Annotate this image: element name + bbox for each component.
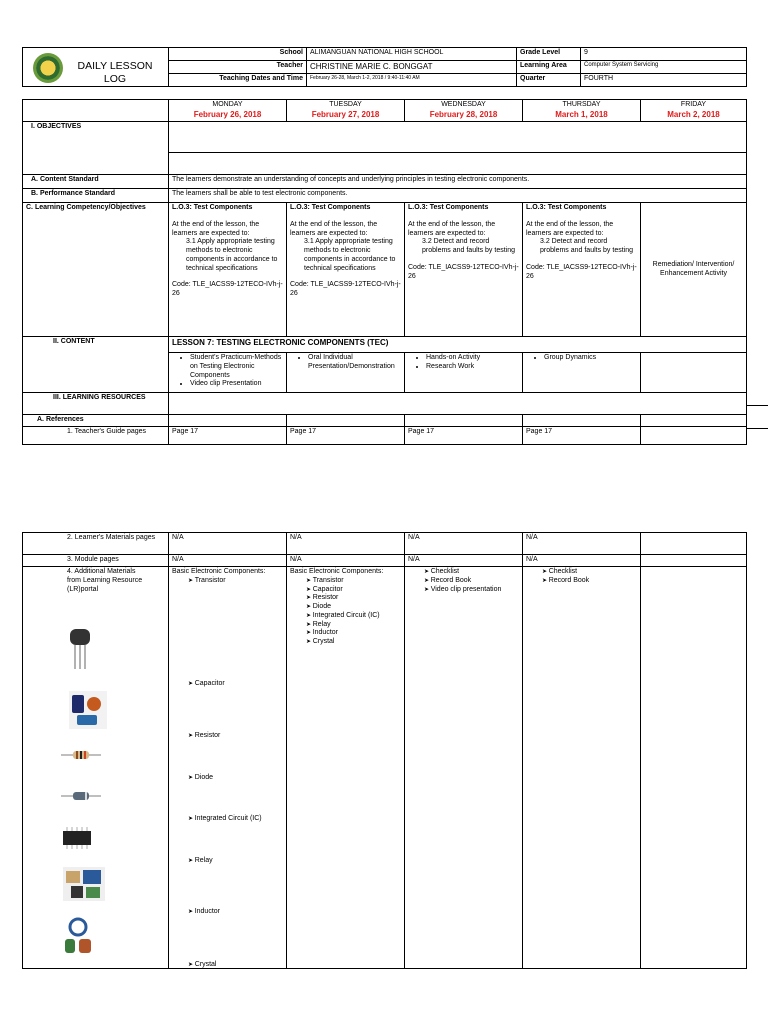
page-ref: Page 17 <box>523 427 641 445</box>
header-table <box>22 47 747 87</box>
title-cell <box>23 48 169 87</box>
lm-label: 2. Learner's Materials pages <box>23 533 169 555</box>
competency-code: Code: TLE_IACSS9-12TECO-IVh-j-26 <box>172 281 283 297</box>
component-item: ➤ Integrated Circuit (IC) <box>306 612 401 621</box>
area-label: Learning Area <box>517 61 581 74</box>
references-label: A. References <box>23 415 169 427</box>
days-row <box>23 100 747 122</box>
lo-title: L.O.3: Test Components <box>290 204 371 211</box>
component-item: ➤ Relay <box>306 621 401 630</box>
day-date: March 2, 2018 <box>667 109 720 119</box>
component-item: ➤ Inductor <box>306 629 401 638</box>
page-ref: Page 17 <box>405 427 523 445</box>
component-item: ➤ Integrated Circuit (IC) <box>188 815 262 824</box>
day-name: FRIDAY <box>680 101 707 108</box>
dates-label: Teaching Dates and Time <box>169 74 307 87</box>
na-cell: N/A <box>523 533 641 555</box>
performance-standard: The learners shall be able to test electronic components. <box>169 189 747 203</box>
na-cell: N/A <box>287 533 405 555</box>
material-item: ➤ Video clip presentation <box>424 586 519 595</box>
day-date: February 26, 2018 <box>193 109 262 119</box>
dates-value: February 26-28, March 1-2, 2018 / 9:40-11:40 AM <box>307 74 517 87</box>
day-name: MONDAY <box>212 101 243 108</box>
tg-label: 1. Teacher's Guide pages <box>23 427 169 445</box>
component-item: ➤ Relay <box>188 857 213 866</box>
competency-code: Code: TLE_IACSS9-12TECO-IVh-j-26 <box>526 263 637 280</box>
day-name: WEDNESDAY <box>441 101 486 108</box>
wednesday-materials <box>405 567 523 969</box>
school-label: School <box>169 48 307 61</box>
basic-components-heading: Basic Electronic Components: <box>172 568 266 575</box>
competency-code: Code: TLE_IACSS9-12TECO-IVh-j-26 <box>408 263 519 280</box>
teacher-label: Teacher <box>169 61 307 74</box>
lo-title: L.O.3: Test Components <box>526 204 607 211</box>
friday-remediation: Remediation/ Intervention/ Enhancement Activity <box>641 203 747 337</box>
content-standard-label: A. Content Standard <box>23 175 169 189</box>
na-cell: N/A <box>405 555 523 567</box>
component-item: ➤ Crystal <box>306 638 401 647</box>
school-value: ALIMANGUAN NATIONAL HIGH SCHOOL <box>307 48 517 61</box>
page-ref: Page 17 <box>169 427 287 445</box>
resources-label: III. LEARNING RESOURCES <box>23 393 169 415</box>
objective-text: 3.2 Detect and record problems and faults by testing <box>422 238 515 254</box>
transistor-image <box>67 629 93 669</box>
component-item: ➤ Inductor <box>188 908 220 917</box>
day-name: TUESDAY <box>329 101 362 108</box>
title-line2: LOG <box>103 73 127 85</box>
material-item: ➤ Record Book <box>542 577 637 586</box>
lo-intro: At the end of the lesson, the learners are expected to: <box>526 220 614 237</box>
objective-text: 3.1 Apply appropriate testing methods to electronic components in accordance to technical specifications <box>186 238 278 272</box>
lo-intro: At the end of the lesson, the learners are expected to: <box>172 220 260 237</box>
component-item: ➤ Capacitor <box>188 680 225 689</box>
materials-table <box>22 532 747 969</box>
material-item: ➤ Checklist <box>542 568 637 577</box>
component-item: ➤ Transistor <box>306 577 401 586</box>
na-cell: N/A <box>169 533 287 555</box>
component-item: ➤ Resistor <box>306 594 401 603</box>
ic-image <box>61 825 93 853</box>
na-cell: N/A <box>287 555 405 567</box>
lo-title: L.O.3: Test Components <box>408 204 489 211</box>
lesson-title: LESSON 7: TESTING ELECTRONIC COMPONENTS (TEC) <box>169 337 747 353</box>
material-item: ➤ Record Book <box>424 577 519 586</box>
grade-label: Grade Level <box>517 48 581 61</box>
list-item: • Video clip Presentation <box>190 380 283 389</box>
list-item: • Hands-on Activity <box>426 354 519 363</box>
day-name: THURSDAY <box>562 101 601 108</box>
teacher-value: CHRISTINE MARIE C. BONGGAT <box>307 61 517 74</box>
school-seal-icon <box>33 53 63 83</box>
lo-intro: At the end of the lesson, the learners are expected to: <box>408 220 496 237</box>
day-date: March 1, 2018 <box>555 109 608 119</box>
na-cell: N/A <box>169 555 287 567</box>
objective-text: 3.1 Apply appropriate testing methods to electronic components in accordance to technical specifications <box>304 238 396 272</box>
lo-title: L.O.3: Test Components <box>172 204 253 211</box>
page-ref: Page 17 <box>287 427 405 445</box>
tuesday-materials <box>287 567 405 969</box>
list-item: • Oral Individual Presentation/Demonstration <box>308 354 401 372</box>
basic-components-heading: Basic Electronic Components: <box>290 568 384 575</box>
performance-standard-label: B. Performance Standard <box>23 189 169 203</box>
additional-materials-cell <box>23 567 169 969</box>
monday-materials <box>169 567 287 969</box>
component-item: ➤ Capacitor <box>306 586 401 595</box>
lo-intro: At the end of the lesson, the learners are expected to: <box>290 220 378 237</box>
list-item: • Research Work <box>426 363 519 372</box>
relay-image <box>63 867 105 901</box>
content-label: II. CONTENT <box>23 337 169 393</box>
list-item: • Group Dynamics <box>544 354 637 363</box>
content-standard: The learners demonstrate an understanding of concepts and underlying principles in testing electronic components. <box>169 175 747 189</box>
component-item: ➤ Crystal <box>188 961 216 969</box>
day-date: February 27, 2018 <box>311 109 380 119</box>
add-label: 4. Additional Materials from Learning Resource (LR)portal <box>67 568 143 593</box>
competency-label: C. Learning Competency/Objectives <box>23 203 169 337</box>
thursday-materials <box>523 567 641 969</box>
list-item: • Student's Practicum-Methods on Testing Electronic Components <box>190 354 283 380</box>
module-label: 3. Module pages <box>23 555 169 567</box>
objectives-label: I. OBJECTIVES <box>23 122 169 175</box>
day-date: February 28, 2018 <box>429 109 498 119</box>
resistor-image <box>61 749 101 761</box>
component-item: ➤ Transistor <box>188 577 226 586</box>
title-line1: DAILY LESSON <box>77 60 153 72</box>
component-item: ➤ Diode <box>188 774 213 783</box>
area-value: Computer System Servicing <box>581 61 747 74</box>
inductor-image <box>61 917 95 957</box>
component-item: ➤ Resistor <box>188 732 220 741</box>
capacitor-image <box>69 691 107 729</box>
na-cell: N/A <box>523 555 641 567</box>
lesson-table <box>22 99 747 445</box>
objective-text: 3.2 Detect and record problems and faults by testing <box>540 238 633 254</box>
material-item: ➤ Checklist <box>424 568 519 577</box>
na-cell: N/A <box>405 533 523 555</box>
grade-value: 9 <box>581 48 747 61</box>
quarter-value: FOURTH <box>581 74 747 87</box>
competency-code: Code: TLE_IACSS9-12TECO-IVh-j-26 <box>290 281 401 297</box>
stray-cell <box>746 405 768 429</box>
diode-image <box>61 789 101 803</box>
quarter-label: Quarter <box>517 74 581 87</box>
component-item: ➤ Diode <box>306 603 401 612</box>
